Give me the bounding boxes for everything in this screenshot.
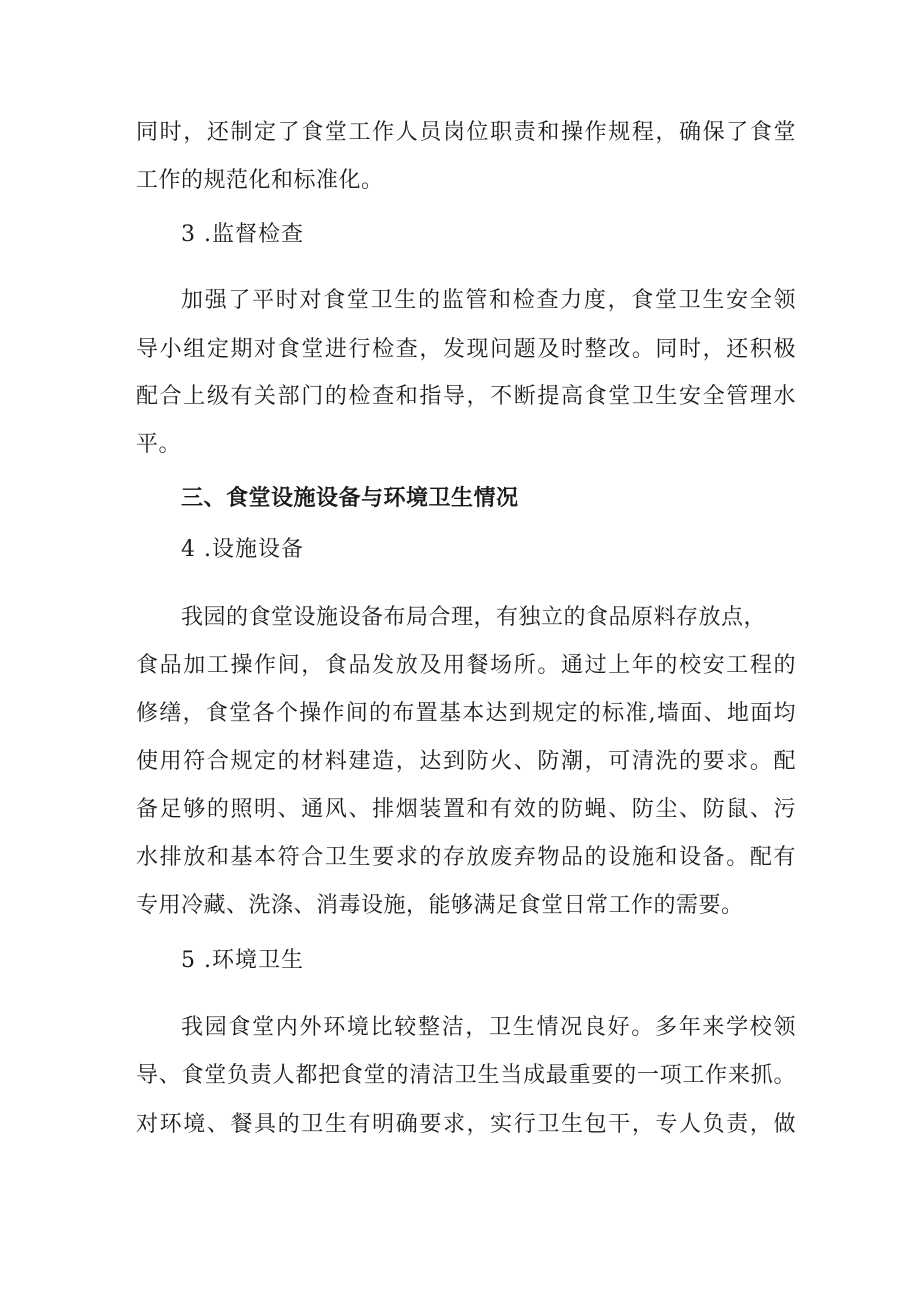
paragraph-line: 平。 xyxy=(136,432,182,457)
paragraph-line: 专用冷藏、洗涤、消毒设施，能够满足食堂日常工作的需要。 xyxy=(136,893,744,918)
paragraph-line: 我园食堂内外环境比较整洁，卫生情况良好。多年来学校领 xyxy=(181,1015,796,1040)
paragraph-line: 对环境、餐具的卫生有明确要求，实行卫生包干，专人负责，做 xyxy=(136,1112,796,1137)
paragraph-line: 使用符合规定的材料建造，达到防火、防潮，可清洗的要求。配 xyxy=(136,749,796,774)
section-heading: 三、食堂设施设备与环境卫生情况 xyxy=(181,486,519,511)
paragraph-line: 修缮，食堂各个操作间的布置基本达到规定的标准,墙面、地面均 xyxy=(136,701,796,726)
paragraph-line: 备足够的照明、通风、排烟装置和有效的防蝇、防尘、防鼠、污 xyxy=(136,797,796,822)
subheading-facilities: 4 .设施设备 xyxy=(181,537,304,562)
paragraph-line: 水排放和基本符合卫生要求的存放废弃物品的设施和设备。配有 xyxy=(136,845,796,870)
paragraph-line: 工作的规范化和标准化。 xyxy=(136,168,384,193)
paragraph-line: 导、食堂负责人都把食堂的清洁卫生当成最重要的一项工作来抓。 xyxy=(136,1063,796,1088)
subheading-environment: 5 .环境卫生 xyxy=(181,948,304,973)
paragraph-line: 食品加工操作间，食品发放及用餐场所。通过上年的校安工程的 xyxy=(136,653,796,678)
paragraph-line: 配合上级有关部门的检查和指导，不断提高食堂卫生安全管理水 xyxy=(136,384,796,409)
paragraph-line: 加强了平时对食堂卫生的监管和检查力度，食堂卫生安全领 xyxy=(181,288,796,313)
paragraph-line: 同时，还制定了食堂工作人员岗位职责和操作规程，确保了食堂 xyxy=(136,120,796,145)
paragraph-line: 导小组定期对食堂进行检查，发现问题及时整改。同时，还积极 xyxy=(136,337,796,362)
paragraph-line: 我园的食堂设施设备布局合理，有独立的食品原料存放点， xyxy=(181,605,767,630)
subheading-supervision: 3 .监督检查 xyxy=(181,222,304,247)
